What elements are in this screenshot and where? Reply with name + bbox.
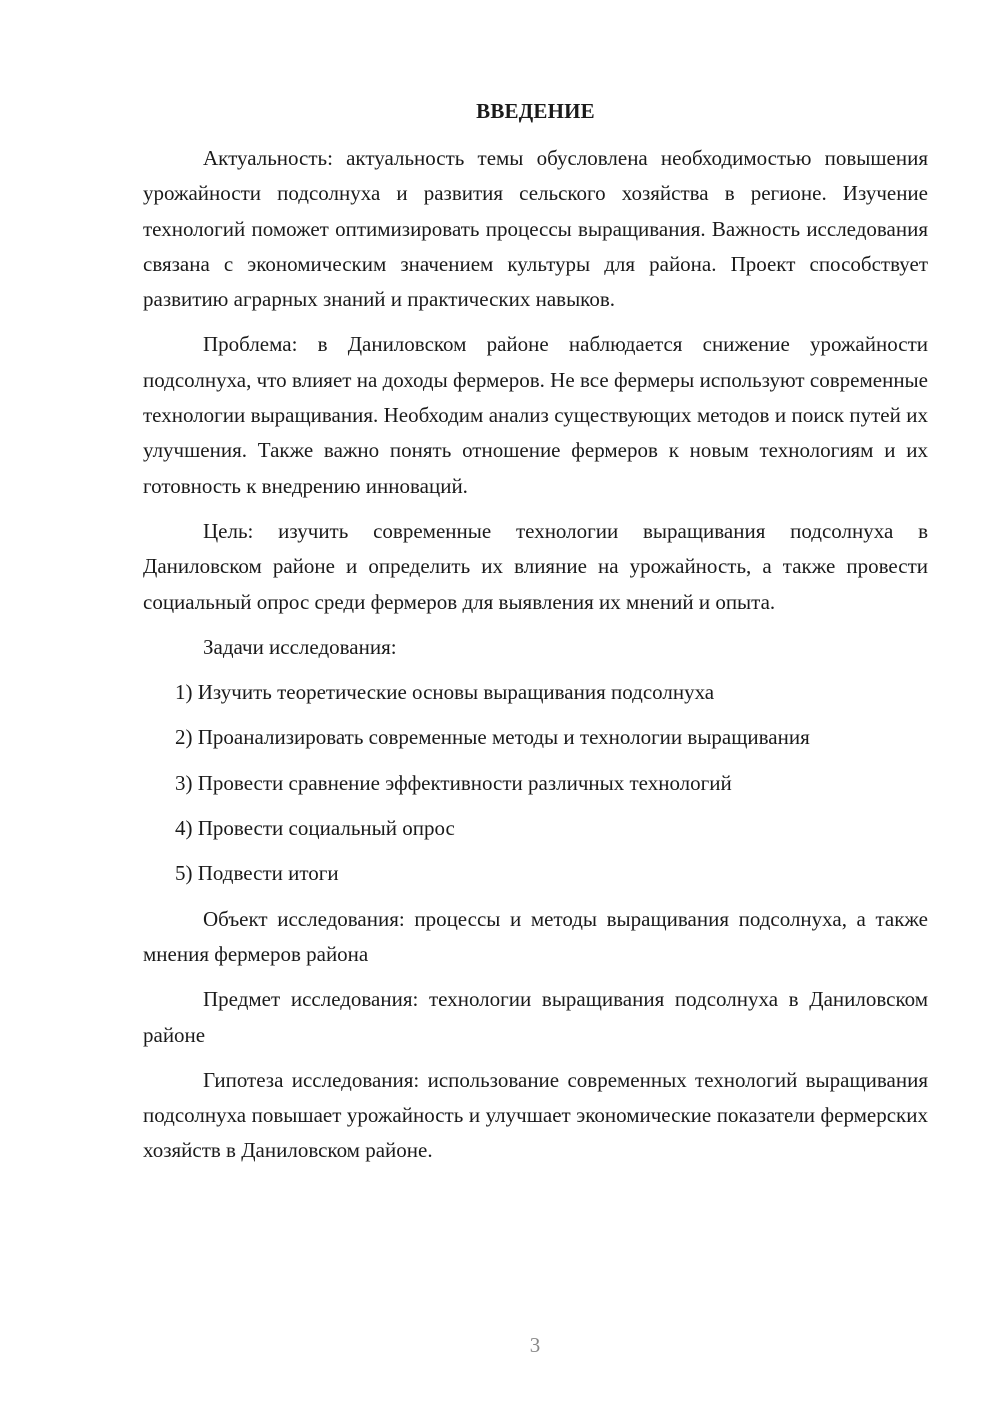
object-paragraph: Объект исследования: процессы и методы выращивания подсолнуха, а также мнения фермеров района (143, 906, 928, 966)
problem-paragraph: Проблема: в Даниловском районе наблюдается снижение урожайности подсолнуха, что влияет на доходы фермеров. Не все фермеры используют современные технологии выращивания. Необходим анализ существующих методов и поиск путей их улучшения. Также важно понять отношение фермеров к новым технологиям и их готовность к внедрению инноваций. (143, 332, 928, 498)
task-item-1: 1) Изучить теоретические основы выращивания подсолнуха (175, 680, 715, 705)
task-item-2: 2) Проанализировать современные методы и технологии выращивания (175, 725, 810, 750)
task-item-5: 5) Подвести итоги (175, 861, 339, 886)
tasks-heading: Задачи исследования: (203, 634, 397, 659)
page-number: 3 (529, 1333, 541, 1357)
goal-paragraph: Цель: изучить современные технологии выращивания подсолнуха в Даниловском районе и определить их влияние на урожайность, а также провести социальный опрос среди фермеров для выявления их мнений и опыта. (143, 518, 928, 614)
page-content (143, 94, 928, 1179)
task-item-3: 3) Провести сравнение эффективности различных технологий (175, 770, 732, 795)
task-item-4: 4) Провести социальный опрос (175, 816, 455, 841)
subject-paragraph: Предмет исследования: технологии выращивания подсолнуха в Даниловском районе (143, 987, 928, 1047)
relevance-paragraph: Актуальность: актуальность темы обусловлена необходимостью повышения урожайности подсолнуха и развития сельского хозяйства в регионе. Изучение технологий поможет оптимизировать процессы выращивания. Важность исследования связана с экономическим значением культуры для района. Проект способствует развитию аграрных знаний и практических навыков. (143, 146, 928, 312)
hypothesis-paragraph: Гипотеза исследования: использование современных технологий выращивания подсолнуха повышает урожайность и улучшает экономические показатели фермерских хозяйств в Даниловском районе. (143, 1067, 928, 1163)
section-title: ВВЕДЕНИЕ (476, 99, 595, 123)
